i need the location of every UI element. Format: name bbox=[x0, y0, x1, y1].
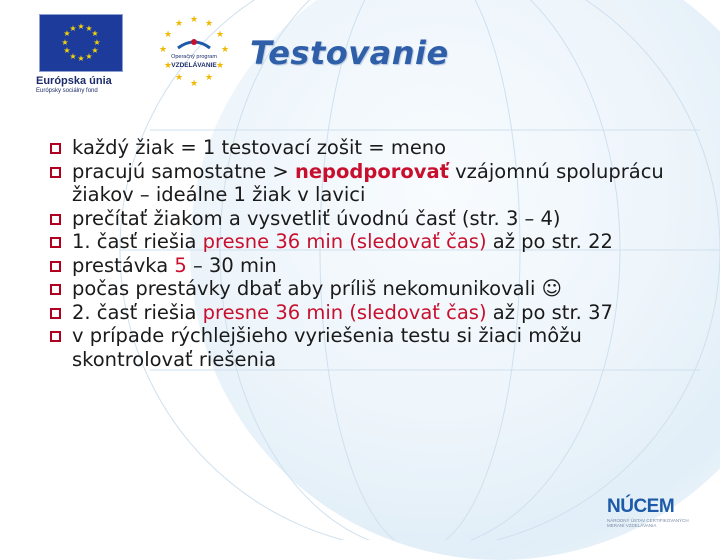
bullet-item bbox=[50, 277, 700, 301]
bullet-text: pracujú samostatne > bbox=[72, 159, 295, 183]
bullet-square-icon bbox=[50, 261, 61, 272]
bullet-square-icon bbox=[50, 308, 61, 319]
bullet-item bbox=[50, 301, 700, 325]
bullet-list bbox=[50, 136, 700, 371]
svg-text:★: ★ bbox=[215, 30, 225, 40]
svg-text:★: ★ bbox=[163, 61, 173, 71]
svg-text:★: ★ bbox=[215, 61, 225, 71]
nucem-subtitle-2: MERANÍ VZDELÁVANIA bbox=[607, 523, 657, 528]
op-line2: VZDELÁVANIE bbox=[171, 62, 217, 69]
svg-text:★: ★ bbox=[189, 79, 199, 89]
bullet-item bbox=[50, 207, 700, 231]
star-ring-icon bbox=[154, 12, 234, 90]
bullet-square-icon bbox=[50, 167, 61, 178]
bullet-square-icon bbox=[50, 214, 61, 225]
svg-text:★: ★ bbox=[204, 19, 214, 29]
nucem-logo bbox=[607, 496, 687, 528]
bullet-text: prečítať žiakom a vysvetliť úvodnú časť (str. 3 – 4) bbox=[72, 206, 561, 230]
bullet-square-icon bbox=[50, 331, 61, 342]
svg-text:★: ★ bbox=[85, 24, 93, 33]
svg-text:★: ★ bbox=[163, 30, 173, 40]
svg-text:★: ★ bbox=[77, 22, 85, 31]
svg-text:★: ★ bbox=[158, 45, 168, 55]
bullet-text: prestávka bbox=[72, 253, 175, 277]
bullet-highlight: presne 36 min (sledovať čas) bbox=[202, 230, 487, 253]
nucem-subtitle-1: NÁRODNÝ ÚSTAV CERTIFIKOVANÝCH bbox=[607, 518, 689, 523]
bullet-text: počas prestávky dbať aby príliš nekomunikovali ☺ bbox=[72, 277, 562, 300]
bullet-text: až po str. 37 bbox=[486, 300, 613, 324]
bullet-highlight: presne 36 min (sledovať čas) bbox=[202, 300, 487, 324]
bullet-highlight: 5 bbox=[174, 253, 187, 277]
svg-text:★: ★ bbox=[63, 29, 71, 38]
bullet-item bbox=[50, 160, 700, 207]
svg-text:★: ★ bbox=[91, 29, 99, 38]
svg-text:★: ★ bbox=[69, 52, 77, 61]
bullet-text: až po str. 22 bbox=[486, 230, 613, 253]
svg-text:★: ★ bbox=[174, 73, 184, 83]
bullet-text: – 30 min bbox=[186, 253, 277, 277]
bullet-square-icon bbox=[50, 237, 61, 248]
nucem-name: NÚCEM bbox=[607, 496, 675, 517]
svg-text:★: ★ bbox=[85, 52, 93, 61]
svg-text:★: ★ bbox=[189, 15, 199, 25]
bullet-text: každý žiak = 1 testovací zošit = meno bbox=[72, 136, 447, 159]
op-line1: Operačný program bbox=[171, 54, 217, 60]
svg-text:★: ★ bbox=[220, 45, 230, 55]
bullet-text: vzájomnú spoluprácu žiakov – ideálne 1 žiak v lavici bbox=[72, 159, 664, 206]
op-vzdelavanie-logo bbox=[154, 12, 234, 90]
eu-logo bbox=[36, 14, 124, 94]
bullet-item bbox=[50, 254, 700, 278]
bullet-square-icon bbox=[50, 284, 61, 295]
svg-text:★: ★ bbox=[204, 73, 214, 83]
svg-text:★: ★ bbox=[174, 19, 184, 29]
eu-flag-icon bbox=[39, 14, 123, 72]
svg-text:★: ★ bbox=[63, 46, 71, 55]
bullet-item bbox=[50, 230, 700, 254]
svg-text:★: ★ bbox=[93, 38, 101, 47]
svg-text:★: ★ bbox=[69, 24, 77, 33]
bullet-item bbox=[50, 324, 700, 371]
bullet-text: 2. časť riešia bbox=[72, 300, 203, 324]
eu-name: Európska únia bbox=[36, 75, 112, 87]
eu-subtitle: Európsky sociálny fond bbox=[36, 88, 98, 94]
svg-text:★: ★ bbox=[91, 46, 99, 55]
svg-text:★: ★ bbox=[61, 38, 69, 47]
bullet-text: v prípade rýchlejšieho vyriešenia testu si žiaci môžu skontrolovať riešenia bbox=[72, 324, 582, 371]
bullet-text: 1. časť riešia bbox=[72, 230, 203, 253]
page-title: Testovanie bbox=[250, 34, 449, 72]
bullet-square-icon bbox=[50, 143, 61, 154]
bullet-highlight: nepodporovať bbox=[294, 159, 449, 183]
bullet-item bbox=[50, 136, 700, 160]
svg-text:★: ★ bbox=[77, 54, 85, 63]
